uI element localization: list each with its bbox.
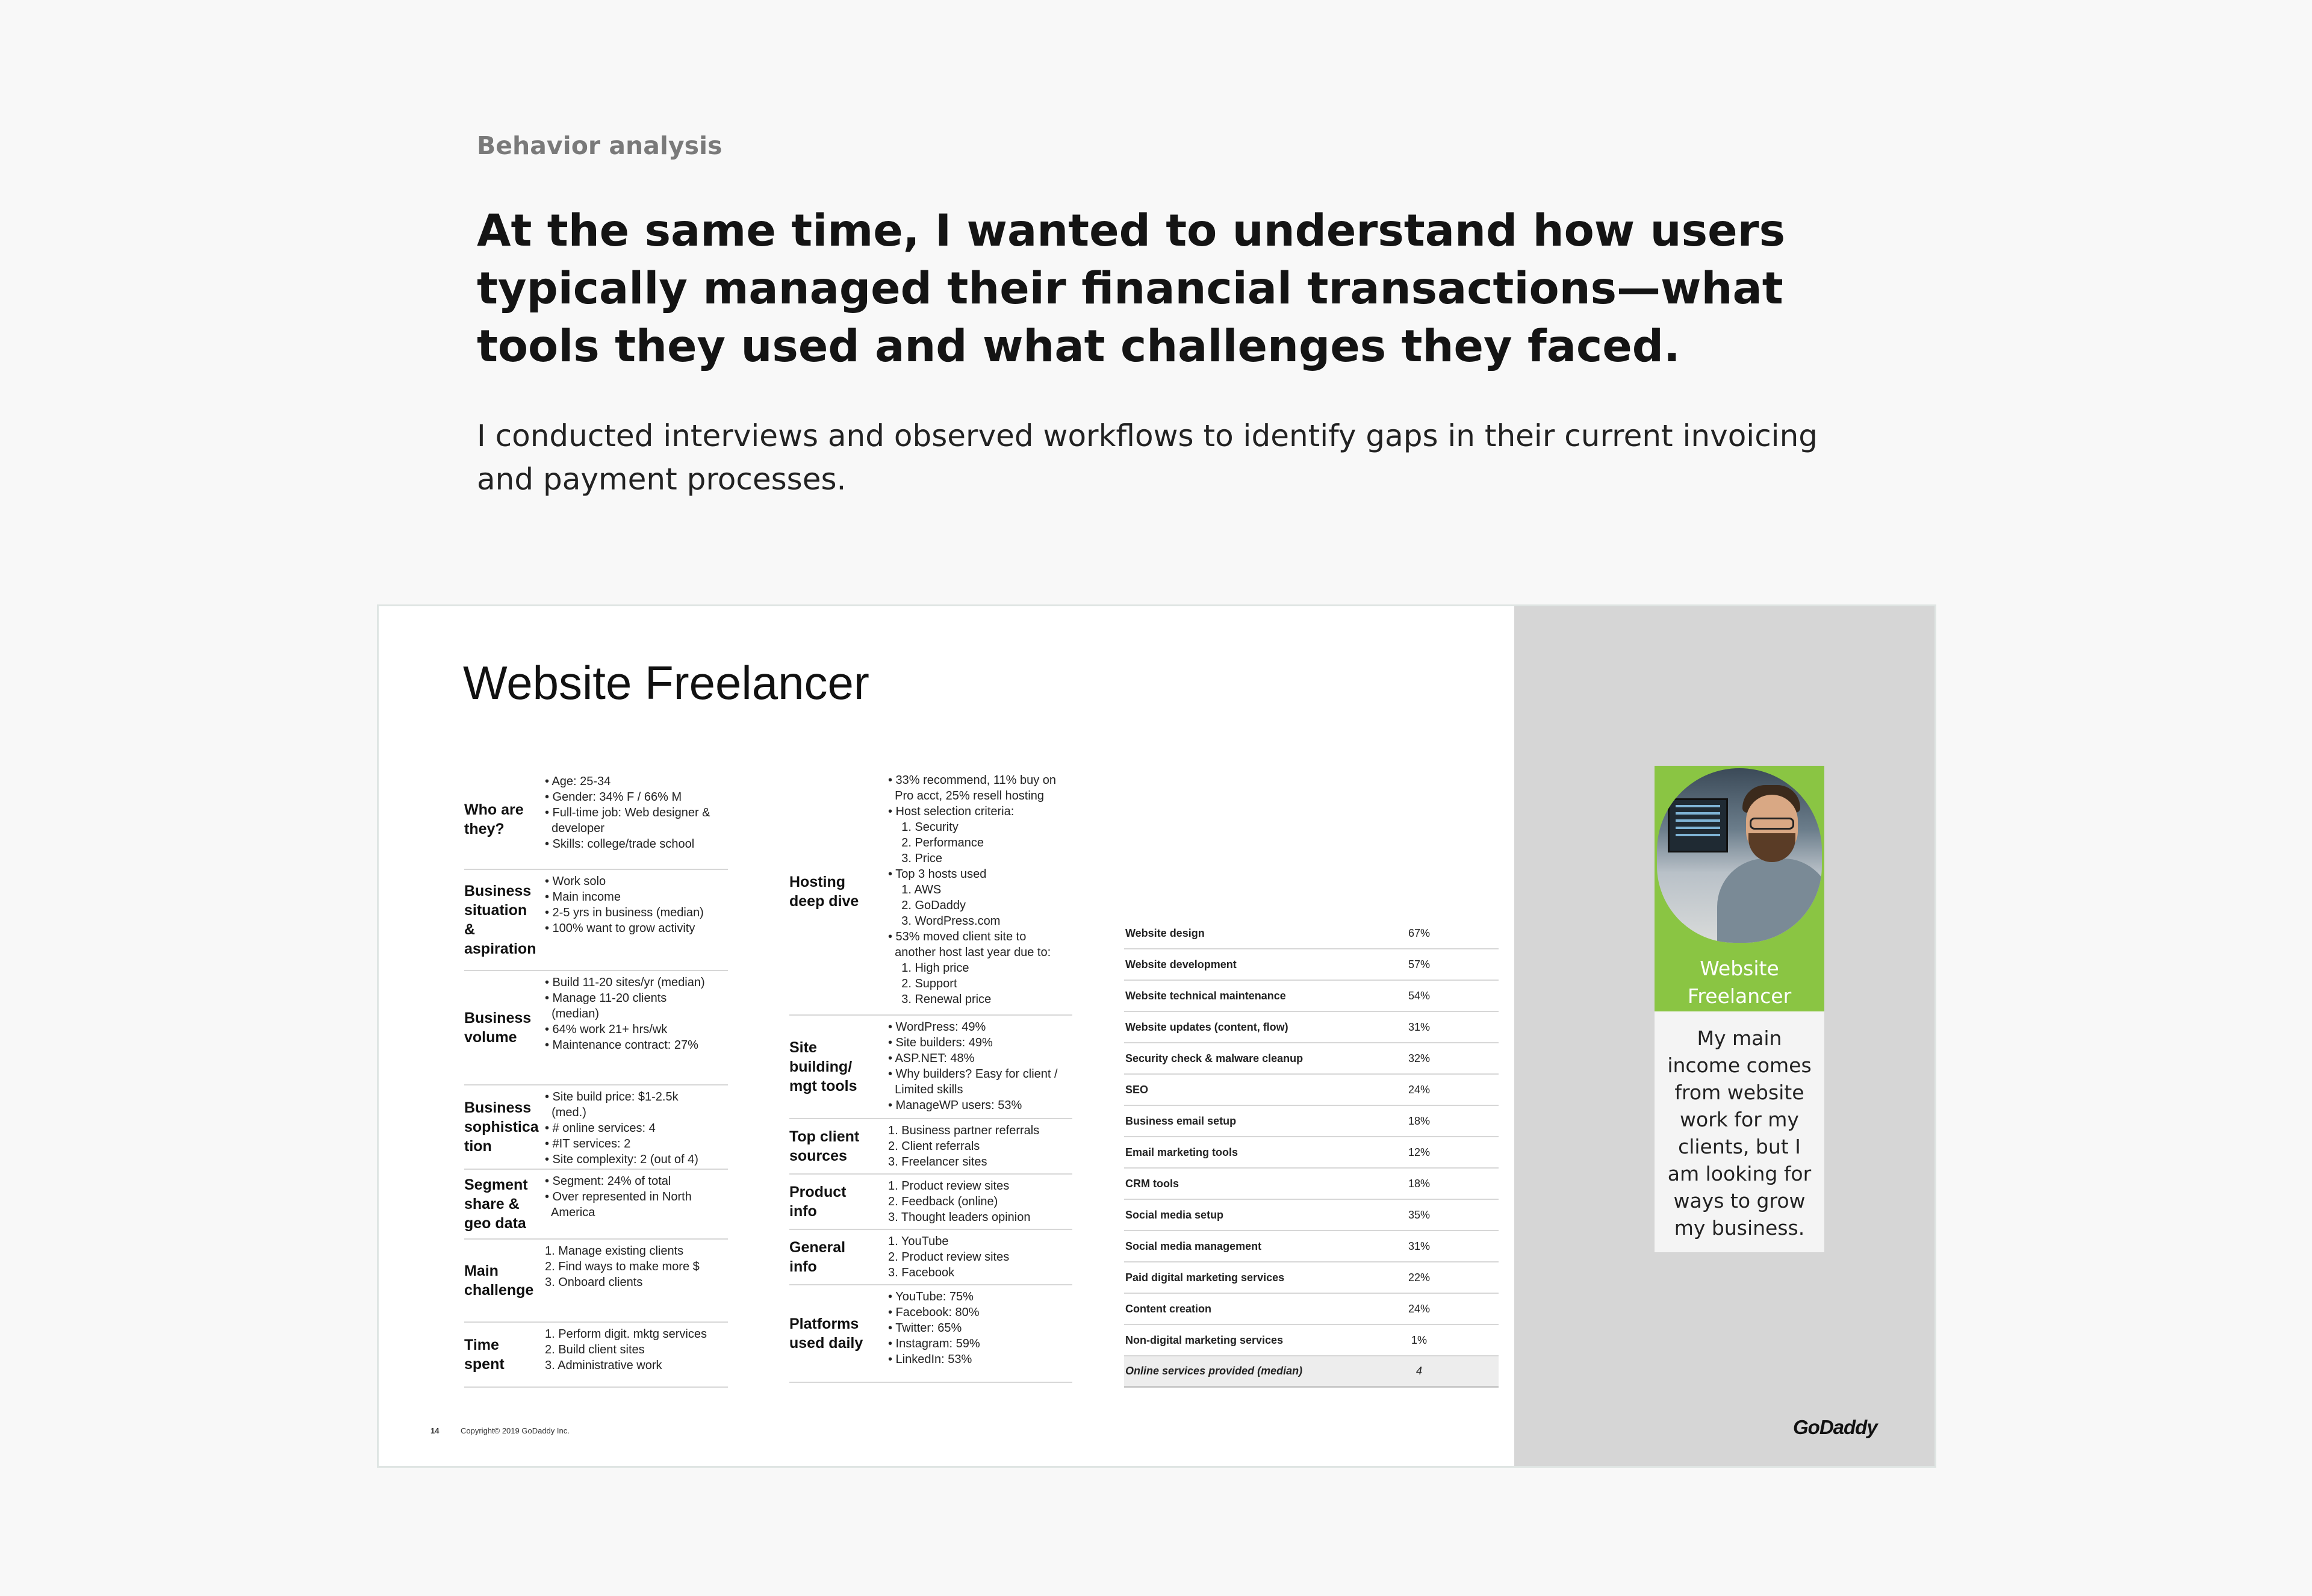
row-detail-line: • ManageWP users: 53%: [888, 1099, 1022, 1112]
slide-main-panel: [379, 606, 1514, 1466]
row-label: Who are they?: [464, 801, 524, 837]
service-row: [1124, 1075, 1499, 1106]
service-percent: 32%: [1408, 1052, 1431, 1064]
row-detail-line: • Full-time job: Web designer &: [545, 806, 710, 819]
median-label: Online services provided (median): [1125, 1365, 1303, 1377]
service-percent: 67%: [1408, 927, 1431, 939]
row-detail-line: • Site complexity: 2 (out of 4): [545, 1153, 698, 1166]
row-detail-line: • # online services: 4: [545, 1122, 656, 1135]
row-label: Product info: [789, 1184, 847, 1220]
row-detail-line: • Twitter: 65%: [888, 1321, 962, 1335]
service-label: Website development: [1125, 958, 1237, 970]
row-detail-line: 1. Product review sites: [888, 1179, 1010, 1193]
profile-row: [789, 1285, 1072, 1383]
row-details: [544, 870, 704, 970]
profile-row: [464, 870, 728, 971]
row-detail-line: America: [545, 1206, 595, 1219]
row-detail-line: • LinkedIn: 53%: [888, 1353, 972, 1366]
profile-row: [464, 971, 728, 1085]
service-label: SEO: [1125, 1083, 1149, 1096]
page-lede: I conducted interviews and observed workflows to identify gaps in their current invoicing and payment processes.: [477, 418, 1818, 497]
slide-title: Website Freelancer: [463, 656, 869, 709]
service-label: Paid digital marketing services: [1125, 1271, 1285, 1284]
service-row: [1124, 1169, 1499, 1200]
row-detail-line: • YouTube: 75%: [888, 1290, 974, 1303]
row-detail-line: • Segment: 24% of total: [545, 1175, 671, 1188]
row-detail-line: • Site build price: $1-2.5k: [545, 1090, 679, 1104]
service-percent: 24%: [1408, 1302, 1431, 1315]
row-detail-line: 3. Thought leaders opinion: [888, 1211, 1031, 1224]
row-label: Platforms used daily: [789, 1315, 863, 1352]
row-detail-line: • 33% recommend, 11% buy on: [888, 774, 1057, 787]
service-row: [1124, 1043, 1499, 1075]
section-eyebrow: Behavior analysis: [477, 131, 722, 160]
service-row: [1124, 1106, 1499, 1137]
row-detail-line: 3. Renewal price: [888, 993, 992, 1006]
row-detail-line: • Maintenance contract: 27%: [545, 1039, 698, 1052]
row-detail-line: • ASP.NET: 48%: [888, 1052, 975, 1065]
service-label: Social media management: [1125, 1240, 1262, 1252]
service-percent: 31%: [1408, 1020, 1431, 1033]
service-label: Website updates (content, flow): [1125, 1020, 1288, 1033]
row-detail-line: 2. GoDaddy: [888, 899, 966, 912]
row-detail-line: 3. Freelancer sites: [888, 1155, 987, 1169]
row-detail-line: • Instagram: 59%: [888, 1337, 980, 1350]
service-percent: 1%: [1411, 1334, 1427, 1346]
row-detail-line: • Main income: [545, 890, 621, 904]
service-row: [1124, 918, 1499, 949]
service-row: [1124, 1325, 1499, 1356]
row-details: [544, 770, 710, 869]
row-label: Hosting deep dive: [789, 874, 859, 910]
row-detail-line: • Top 3 hosts used: [888, 868, 987, 881]
profile-row: [464, 1240, 728, 1323]
row-detail-line: • Why builders? Easy for client /: [888, 1067, 1058, 1081]
row-detail-line: (median): [545, 1007, 600, 1020]
row-detail-line: • 53% moved client site to: [888, 930, 1027, 943]
row-detail-line: • Gender: 34% F / 66% M: [545, 790, 682, 804]
row-detail-line: 3. Administrative work: [545, 1359, 662, 1372]
service-row: [1124, 1137, 1499, 1169]
profile-row: [789, 769, 1072, 1016]
row-label: Main challenge: [464, 1262, 534, 1299]
row-detail-line: • Facebook: 80%: [888, 1306, 980, 1319]
service-label: Website design: [1125, 927, 1205, 939]
row-detail-line: 1. Manage existing clients: [545, 1244, 684, 1258]
service-label: Content creation: [1125, 1302, 1212, 1315]
row-detail-line: • Manage 11-20 clients: [545, 992, 667, 1005]
row-detail-line: • Site builders: 49%: [888, 1036, 993, 1049]
profile-column: [464, 770, 728, 1396]
profile-row: [789, 1016, 1072, 1119]
row-detail-line: • Build 11-20 sites/yr (median): [545, 976, 705, 989]
service-percent: 54%: [1408, 989, 1431, 1002]
row-detail-line: 3. Onboard clients: [545, 1276, 643, 1289]
row-detail-line: Pro acct, 25% resell hosting: [888, 789, 1045, 803]
service-row: [1124, 1294, 1499, 1325]
row-detail-line: • 2-5 yrs in business (median): [545, 906, 704, 919]
row-detail-line: Limited skills: [888, 1083, 963, 1096]
page-headline: At the same time, I wanted to understand how users typically managed their financial transactions—what tools they used and what challenges they faced.: [477, 205, 1786, 372]
row-details: [544, 1240, 700, 1321]
row-detail-line: (med.): [545, 1106, 586, 1119]
profile-row: [464, 1085, 728, 1170]
row-detail-line: • #IT services: 2: [545, 1137, 631, 1150]
row-detail-line: 2. Product review sites: [888, 1250, 1010, 1264]
service-row: [1124, 981, 1499, 1012]
service-percent: 18%: [1408, 1114, 1431, 1127]
row-label: Business volume: [464, 1010, 532, 1046]
row-detail-line: 2. Client referrals: [888, 1140, 980, 1153]
row-label: Business sophistica tion: [464, 1099, 539, 1155]
service-percent: 18%: [1408, 1177, 1431, 1190]
profile-row: [789, 1175, 1072, 1230]
service-row: [1124, 1200, 1499, 1231]
row-label: General info: [789, 1239, 846, 1275]
row-details: [544, 1323, 707, 1386]
row-label: Segment share & geo data: [464, 1176, 528, 1232]
service-label: Email marketing tools: [1125, 1146, 1238, 1158]
row-detail-line: 1. Security: [888, 821, 959, 834]
row-details: [887, 769, 1056, 1014]
row-details: [887, 1285, 980, 1382]
row-detail-line: 2. Performance: [888, 836, 984, 849]
row-detail-line: • 64% work 21+ hrs/wk: [545, 1023, 668, 1036]
row-detail-line: 2. Feedback (online): [888, 1195, 998, 1208]
row-detail-line: • Age: 25-34: [545, 775, 611, 788]
service-label: Security check & malware cleanup: [1125, 1052, 1304, 1064]
row-label: Top client sources: [789, 1128, 860, 1164]
row-detail-line: 1. High price: [888, 961, 969, 975]
row-detail-line: 1. Business partner referrals: [888, 1124, 1040, 1137]
row-detail-line: another host last year due to:: [888, 946, 1051, 959]
row-detail-line: 2. Build client sites: [545, 1343, 645, 1356]
persona-card: [1655, 766, 1824, 1252]
row-detail-line: 3. Price: [888, 852, 943, 865]
service-label: Business email setup: [1125, 1114, 1237, 1127]
row-detail-line: • Host selection criteria:: [888, 805, 1015, 818]
row-detail-line: 3. Facebook: [888, 1266, 955, 1279]
profile-row: [464, 1170, 728, 1240]
row-detail-line: 2. Find ways to make more $: [545, 1260, 700, 1273]
service-percent: 31%: [1408, 1240, 1431, 1252]
row-detail-line: 2. Support: [888, 977, 957, 990]
service-percent: 57%: [1408, 958, 1431, 970]
row-details: [544, 971, 705, 1084]
row-details: [887, 1119, 1039, 1173]
service-row: [1124, 1262, 1499, 1294]
slide-copyright: Copyright© 2019 GoDaddy Inc.: [461, 1426, 570, 1435]
row-detail-line: • Work solo: [545, 875, 606, 888]
service-label: Social media setup: [1125, 1208, 1224, 1221]
median-value: 4: [1415, 1365, 1422, 1377]
row-details: [887, 1175, 1030, 1229]
row-details: [887, 1230, 1009, 1284]
row-details: [544, 1085, 698, 1169]
row-detail-line: 1. YouTube: [888, 1235, 949, 1248]
service-label: Non-digital marketing services: [1125, 1334, 1284, 1346]
profile-row: [789, 1230, 1072, 1285]
row-detail-line: 3. WordPress.com: [888, 914, 1001, 928]
persona-avatar: [1657, 768, 1822, 943]
profile-row: [789, 1119, 1072, 1175]
service-percent: 22%: [1408, 1271, 1431, 1284]
row-detail-line: • WordPress: 49%: [888, 1020, 986, 1034]
service-row: [1124, 949, 1499, 981]
row-detail-line: 1. AWS: [888, 883, 942, 896]
row-detail-line: 1. Perform digit. mktg services: [545, 1327, 707, 1341]
row-detail-line: • Skills: college/trade school: [545, 837, 695, 851]
persona-photo-panel: [1655, 766, 1824, 1011]
row-label: Time spent: [464, 1337, 505, 1373]
persona-quote: My main income comes from website work for my clients, but I am looking for ways to grow my business.: [1655, 1011, 1824, 1252]
slide-page-number: 14: [430, 1426, 440, 1435]
service-label: CRM tools: [1125, 1177, 1179, 1190]
row-detail-line: developer: [545, 822, 604, 835]
service-percent: 24%: [1408, 1083, 1431, 1096]
service-percent: 12%: [1408, 1146, 1431, 1158]
row-details: [887, 1016, 1058, 1118]
row-detail-line: • 100% want to grow activity: [545, 922, 695, 935]
persona-name: Website Freelancer: [1687, 957, 1792, 1008]
row-detail-line: • Over represented in North: [545, 1190, 692, 1203]
services-median-row: [1124, 1356, 1499, 1388]
row-label: Site building/ mgt tools: [789, 1039, 857, 1095]
row-details: [544, 1170, 692, 1238]
behavior-column: [789, 769, 1072, 1389]
service-row: [1124, 1231, 1499, 1262]
profile-row: [464, 1323, 728, 1388]
service-label: Website technical maintenance: [1125, 989, 1286, 1002]
row-label: Business situation & aspiration: [464, 883, 536, 957]
godaddy-logo: GoDaddy: [1793, 1416, 1877, 1438]
service-row: [1124, 1012, 1499, 1043]
profile-row: [464, 770, 728, 870]
service-percent: 35%: [1408, 1208, 1431, 1221]
